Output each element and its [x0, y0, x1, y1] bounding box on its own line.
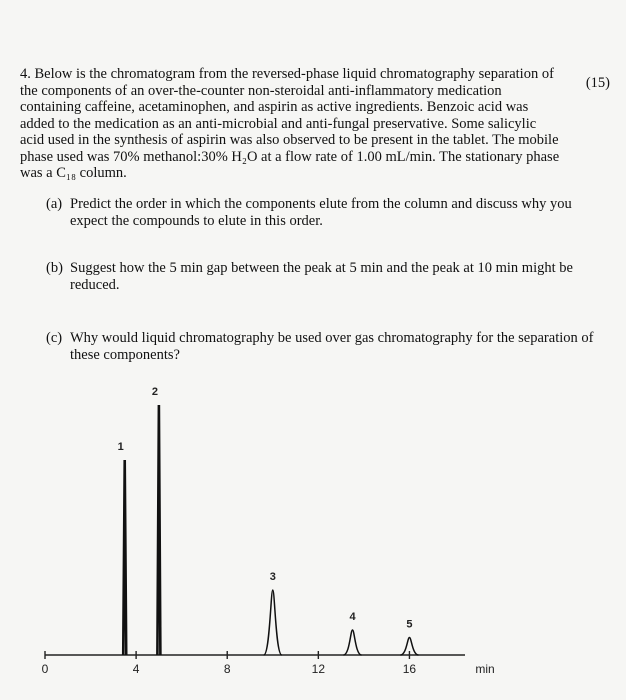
x-tick-label: 0: [41, 662, 49, 676]
x-tick-label: 16: [402, 662, 417, 676]
peak-label-1: 1: [117, 441, 124, 453]
peak-1: [123, 460, 126, 655]
question-number: 4.: [20, 66, 31, 82]
peak-3: [264, 590, 282, 655]
x-axis-label: min: [475, 662, 495, 676]
part-b-label: (b): [46, 260, 63, 276]
chromatogram: [0, 380, 626, 690]
peak-label-4: 4: [349, 611, 356, 623]
x-tick-label: 8: [223, 662, 231, 676]
question-marks: (15): [585, 75, 610, 91]
part-a: [46, 196, 606, 229]
part-c: [46, 330, 606, 363]
part-a-label: (a): [46, 196, 63, 212]
part-a-text: Predict the order in which the components elute from the column and discuss why you expect the compounds to elute in this order.: [70, 196, 572, 229]
peak-2: [157, 405, 160, 655]
peak-4: [344, 630, 362, 655]
x-tick-label: 4: [132, 662, 140, 676]
peak-label-2: 2: [151, 386, 158, 398]
part-b: [46, 260, 606, 293]
peak-label-5: 5: [406, 618, 413, 631]
question-4: [20, 66, 610, 182]
part-c-text: Why would liquid chromatography be used over gas chromatography for the separation of these components?: [70, 330, 594, 363]
peak-label-3: 3: [269, 571, 276, 583]
part-b-text: Suggest how the 5 min gap between the peak at 5 min and the peak at 10 min might be reduced.: [70, 260, 573, 293]
question-text: Below is the chromatogram from the reversed-phase liquid chromatography separation of the components of an over-the-counter non-steroidal anti-inflammatory medication containing caffeine, acetaminophen, and aspirin as active ingredients. Benzoic acid was added to the medication as an anti-microbial and anti-fungal preservative. Some salicylic acid used in the synthesis of aspirin was also observed to be present in the tablet. The mobile phase used was 70% methanol:30% H₂O at a flow rate of 1.00 mL/min. The stationary phase was a C₁₈ column.: [20, 66, 560, 181]
part-c-label: (c): [46, 330, 63, 346]
x-tick-label: 12: [311, 662, 326, 676]
